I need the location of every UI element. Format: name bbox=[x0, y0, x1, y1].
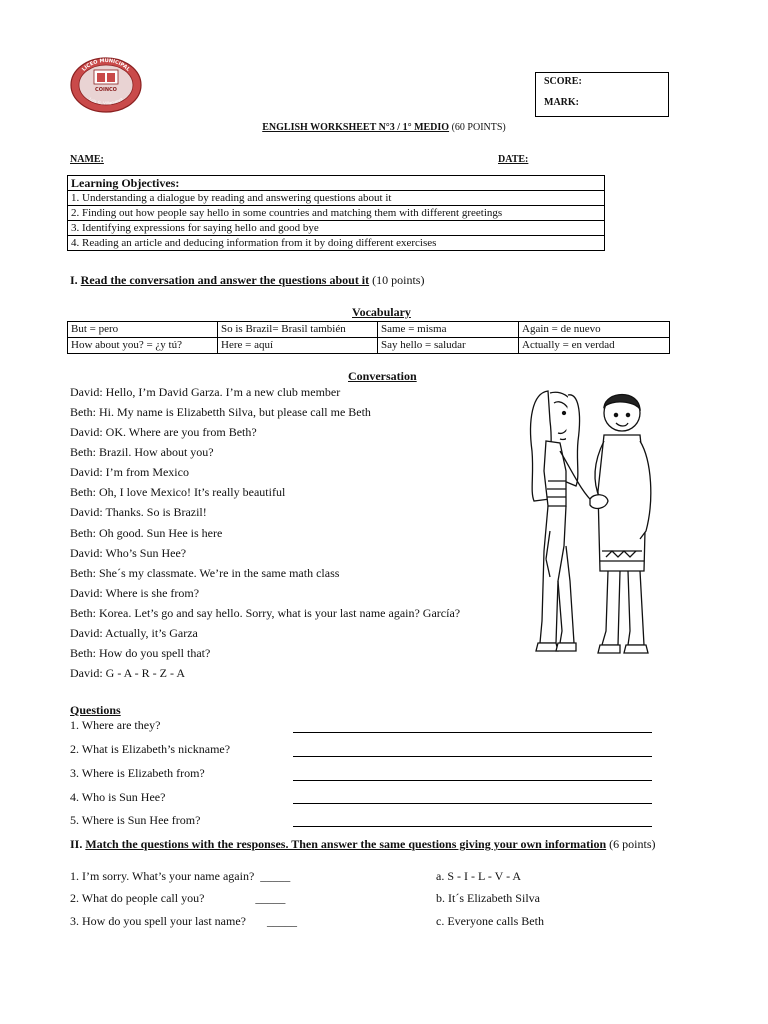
vocab-cell: Here = aquí bbox=[218, 338, 378, 354]
conversation-title: Conversation bbox=[348, 369, 417, 383]
section-1-heading bbox=[70, 273, 424, 288]
objective-item: 1. Understanding a dialogue by reading and answering questions about it bbox=[68, 191, 605, 206]
section-2-points: (6 points) bbox=[606, 837, 656, 851]
worksheet-title bbox=[0, 122, 768, 133]
section-2-instruction: Match the questions with the responses. Then answer the same questions giving your own information bbox=[85, 837, 607, 851]
section-1-points: (10 points) bbox=[369, 273, 425, 287]
objective-item: 2. Finding out how people say hello in some countries and matching them with different greetings bbox=[68, 206, 605, 221]
date-label: DATE: bbox=[498, 154, 529, 165]
objective-item: 4. Reading an article and deducing information from it by doing different exercises bbox=[68, 236, 605, 251]
vocabulary-table bbox=[67, 321, 670, 354]
question-item: 4. Who is Sun Hee? bbox=[70, 790, 166, 804]
section-2-number: II. bbox=[70, 837, 86, 851]
logo-middle-text: COINCO bbox=[95, 87, 117, 93]
match-response: c. Everyone calls Beth bbox=[436, 914, 544, 928]
mark-label: MARK: bbox=[544, 97, 579, 108]
learning-objectives-table bbox=[67, 175, 605, 251]
conversation-line: David: OK. Where are you from Beth? bbox=[70, 425, 257, 439]
worksheet-title-points: (60 POINTS) bbox=[451, 122, 506, 133]
match-question: 2. What do people call you? _____ bbox=[70, 891, 286, 905]
conversation-line: David: Actually, it’s Garza bbox=[70, 626, 198, 640]
worksheet-title-main: ENGLISH WORKSHEET N°3 / 1° MEDIO bbox=[262, 122, 450, 133]
question-item: 5. Where is Sun Hee from? bbox=[70, 813, 201, 827]
vocab-cell: So is Brazil= Brasil también bbox=[218, 322, 378, 338]
objectives-heading: Learning Objectives: bbox=[68, 176, 605, 191]
conversation-line: Beth: Korea. Let’s go and say hello. Sorry, what is your last name again? García? bbox=[70, 606, 461, 620]
question-item: 3. Where is Elizabeth from? bbox=[70, 766, 205, 780]
school-logo bbox=[69, 56, 143, 114]
conversation-line: Beth: Brazil. How about you? bbox=[70, 445, 214, 459]
answer-line[interactable] bbox=[293, 780, 652, 781]
match-response: b. It´s Elizabeth Silva bbox=[436, 891, 540, 905]
section-2-heading bbox=[70, 837, 656, 852]
match-response: a. S - I - L - V - A bbox=[436, 869, 522, 883]
answer-line[interactable] bbox=[293, 756, 652, 757]
conversation-line: David: Who’s Sun Hee? bbox=[70, 546, 187, 560]
conversation-line: David: I’m from Mexico bbox=[70, 465, 189, 479]
answer-line[interactable] bbox=[293, 826, 652, 827]
conversation-line: Beth: Hi. My name is Elizabetth Silva, but please call me Beth bbox=[70, 405, 371, 419]
section-1-number: I. bbox=[70, 273, 81, 287]
conversation-line: David: Where is she from? bbox=[70, 586, 200, 600]
vocabulary-title: Vocabulary bbox=[352, 305, 411, 319]
match-question: 3. How do you spell your last name? _____ bbox=[70, 914, 297, 928]
objective-item: 3. Identifying expressions for saying hello and good bye bbox=[68, 221, 605, 236]
score-label: SCORE: bbox=[544, 76, 582, 87]
children-handshake-illustration bbox=[520, 381, 660, 671]
answer-line[interactable] bbox=[293, 803, 652, 804]
vocab-cell: But = pero bbox=[68, 322, 218, 338]
question-item: 1. Where are they? bbox=[70, 718, 161, 732]
questions-title: Questions bbox=[70, 703, 121, 717]
question-item: 2. What is Elizabeth’s nickname? bbox=[70, 742, 231, 756]
vocab-cell: Again = de nuevo bbox=[519, 322, 670, 338]
match-question: 1. I’m sorry. What’s your name again? _____ bbox=[70, 869, 291, 883]
section-1-instruction: Read the conversation and answer the questions about it bbox=[80, 273, 370, 287]
conversation-line: Beth: How do you spell that? bbox=[70, 646, 211, 660]
vocab-cell: How about you? = ¿y tú? bbox=[68, 338, 218, 354]
conversation-line: David: Hello, I’m David Garza. I’m a new club member bbox=[70, 385, 341, 399]
vocab-cell: Same = misma bbox=[378, 322, 519, 338]
conversation-line: Beth: Oh, I love Mexico! It’s really beautiful bbox=[70, 485, 286, 499]
name-label: NAME: bbox=[70, 154, 104, 165]
logo-top-text: LICEO MUNICIPAL bbox=[81, 57, 131, 73]
logo-bottom-text: Luis G. Villanueva bbox=[88, 96, 124, 106]
vocab-cell: Actually = en verdad bbox=[519, 338, 670, 354]
conversation-line: David: G - A - R - Z - A bbox=[70, 666, 185, 680]
conversation-line: Beth: Oh good. Sun Hee is here bbox=[70, 526, 223, 540]
score-box bbox=[535, 72, 669, 117]
conversation-line: Beth: She´s my classmate. We’re in the same math class bbox=[70, 566, 340, 580]
conversation-line: David: Thanks. So is Brazil! bbox=[70, 505, 207, 519]
answer-line[interactable] bbox=[293, 732, 652, 733]
vocab-cell: Say hello = saludar bbox=[378, 338, 519, 354]
